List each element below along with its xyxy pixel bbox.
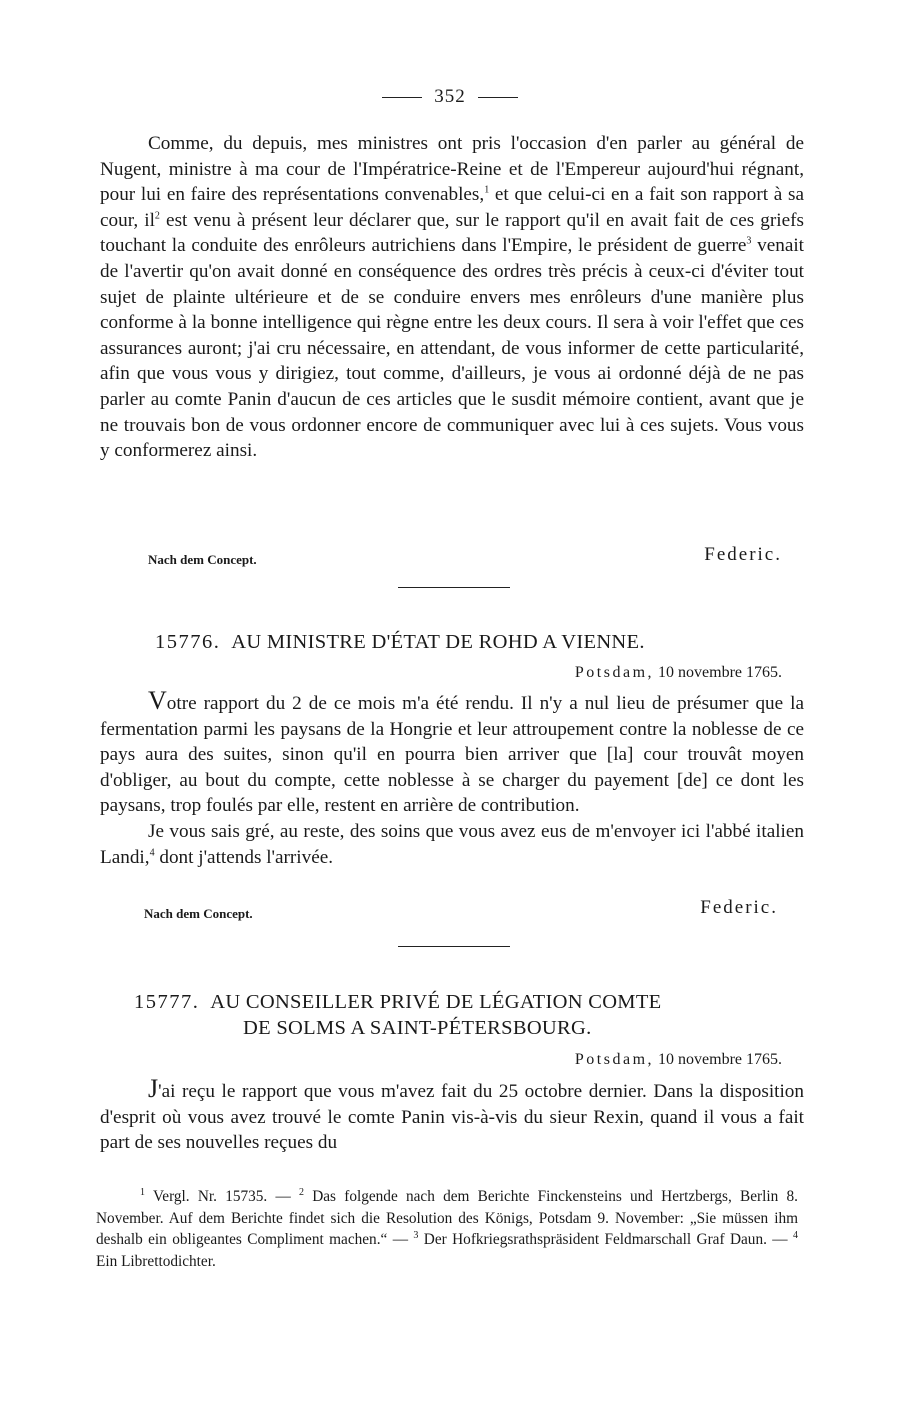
- footnote-marker-2: 2: [299, 1186, 304, 1198]
- dateline: [100, 1051, 804, 1075]
- page-number: [0, 86, 900, 108]
- footnote-marker-1: 1: [140, 1186, 145, 1198]
- footnote-4: Ein Librettodichter.: [96, 1252, 216, 1270]
- initial-letter: V: [148, 686, 167, 715]
- letter-paragraph-2: Je vous sais gré, au reste, des soins que vous avez eus de m'envoyer ici l'abbé italien Landi,: [100, 820, 804, 868]
- footnote-ref-2: 2: [154, 210, 160, 222]
- continuation-text-2: et que celui-ci en a fait son rapport à sa cour, il: [100, 184, 804, 231]
- letter-title-line-2: DE SOLMS A SAINT-PÉTERSBOURG.: [243, 1017, 592, 1039]
- letter-paragraph-1: otre rapport du 2 de ce mois m'a été rendu. Il n'y a nul lieu de présumer que la fermentation parmi les paysans de la Hongrie et leur attroupement contre la noblesse de ce pays aura des suites, sinon qu'il en pourra bien arriver que [la] cour trouvât moyen d'obliger, au bout du compte, cette noblesse à se charger du payement [de] ce dont les paysans, trop foulés par elle, restent en arrière de contribution.: [100, 693, 804, 817]
- letter-paragraph-2-end: dont j'attends l'arrivée.: [154, 846, 334, 868]
- footnote-ref-3: 3: [746, 235, 752, 247]
- signature: Federic.: [700, 897, 778, 918]
- date-text: 10 novembre 1765.: [658, 1051, 782, 1068]
- date-place: Potsdam,: [574, 1051, 655, 1068]
- folio-dash-left: [382, 97, 422, 98]
- footnote-ref-1: 1: [484, 184, 490, 196]
- source-note: Nach dem Concept.: [148, 552, 257, 567]
- date-place: Potsdam,: [574, 664, 655, 681]
- initial-letter: J: [148, 1074, 159, 1103]
- letter-title-line-1: AU CONSEILLER PRIVÉ DE LÉGATION COMTE: [210, 991, 662, 1013]
- dateline: [100, 664, 804, 688]
- section-divider: [398, 587, 510, 588]
- footnotes: [96, 1186, 798, 1272]
- page-number-text: 352: [434, 86, 466, 107]
- footnote-3: Der Hofkriegsrathspräsident Feldmarschall Graf Daun. —: [418, 1231, 794, 1248]
- date-text: 10 novembre 1765.: [658, 664, 782, 681]
- source-note: Nach dem Concept.: [144, 906, 253, 921]
- letter-number: 15777.: [134, 991, 200, 1013]
- letter-body: [100, 1074, 804, 1156]
- continuation-paragraph: [100, 131, 804, 464]
- footnote-marker-3: 3: [413, 1229, 419, 1241]
- letter-paragraph-1: 'ai reçu le rapport que vous m'avez fait du 25 octobre dernier. Dans la disposition d'esprit où vous avez trouvé le comte Panin vis-à-vis du sieur Rexin, quand il vous a fait part de ses nouvelles reçues du: [100, 1081, 804, 1154]
- section-divider: [398, 946, 510, 947]
- continuation-text-1: Comme, du depuis, mes ministres ont pris l'occasion d'en parler au général de Nugent, ministre à ma cour de l'Impératrice-Reine et de l'Empereur aujourd'hui régnant, pour lui en faire des représentations convenables,: [100, 133, 804, 206]
- continuation-text-3: est venu à présent leur déclarer que, sur le rapport qu'il en avait fait de ces griefs touchant la conduite des enrôleurs autrichiens dans l'Empire, le président de guerre: [100, 209, 804, 257]
- letter-signature-line: [100, 897, 804, 925]
- letter-date: [575, 664, 782, 682]
- continuation-signature-line: [100, 544, 804, 572]
- letter-title: AU MINISTRE D'ÉTAT DE ROHD A VIENNE.: [231, 631, 645, 653]
- letter-heading-cont: [243, 1017, 592, 1040]
- letter-heading: [134, 991, 661, 1014]
- letter-date: [575, 1051, 782, 1069]
- footnote-ref-4: 4: [149, 847, 155, 859]
- letter-body: [100, 686, 804, 870]
- footnote-2: Das folgende nach dem Berichte Finckensteins und Hertzbergs, Berlin 8. November. Auf dem Berichte findet sich die Resolution des Königs, Potsdam 9. November: „Sie müssen ihm deshalb ein obligeantes Compliment machen.“ —: [96, 1188, 798, 1248]
- continuation-text-4: venait de l'avertir qu'on avait donné en conséquence des ordres très précis à ceux-ci d'éviter tout sujet de plainte ultérieure et de se conduire envers mes enrôleurs d'une manière plus conforme à la bonne intelligence qui règne entre les deux cours. Il sera à voir l'effet que ces assurances auront; j'ai cru nécessaire, en attendant, de vous informer de cette particularité, afin que vous vous y dirigiez, tout comme, d'ailleurs, je vous ai ordonné déjà de ne pas parler au comte Panin d'aucun de ces articles que le susdit mémoire contient, avant que je ne trouvais bon de vous ordonner encore de communiquer avec lui à ces sujets. Vous vous y conformerez ainsi.: [100, 235, 804, 462]
- folio-dash-right: [478, 97, 518, 98]
- footnote-1: Vergl. Nr. 15735. —: [145, 1188, 299, 1205]
- letter-number: 15776.: [155, 631, 221, 653]
- footnote-marker-4: 4: [793, 1229, 799, 1241]
- signature: Federic.: [704, 544, 782, 565]
- letter-heading: [155, 631, 645, 654]
